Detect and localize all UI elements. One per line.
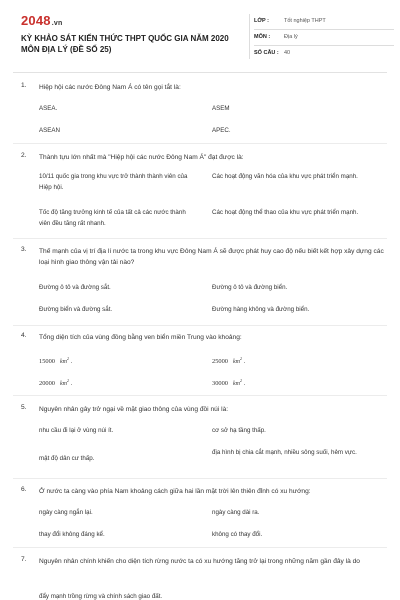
meta-value: Địa lý [284,34,298,40]
option-a[interactable]: đẩy mạnh trồng rừng và chính sách giao đất. [39,593,163,600]
unit-text: km [59,359,67,365]
meta-label: LỚP : [254,18,269,24]
option-b[interactable]: Đường ô tô và đường biển. [212,284,288,291]
option-b[interactable]: ASEM [212,105,230,112]
option-value: 25000 [212,358,228,365]
question-text: Nguyên nhân chính khiến cho diện tích rừng nước ta có xu hướng tăng trở lại trong những năm gần đây là do [39,558,360,565]
question-divider [13,325,387,326]
question-text: Thành tựu lớn nhất mà "Hiệp hội các nước Đông Nam Á" đạt được là: [39,154,244,161]
question-divider [13,478,387,479]
meta-row-class [254,14,394,30]
meta-value: 40 [284,50,291,56]
option-c[interactable]: ASEAN [39,127,60,134]
meta-row-subject [254,30,394,46]
option-b[interactable]: ngày càng dài ra. [212,509,260,516]
unit-text: km [232,381,240,387]
unit-text: km [232,359,240,365]
option-d[interactable]: địa hình bị chia cắt mạnh, nhiều sông suối, hẻm vực. [212,449,357,456]
meta-label: SỐ CÂU : [254,50,279,56]
question-number: 2. [21,152,27,159]
option-c[interactable]: Đường biển và đường sắt. [39,306,113,313]
logo-suffix: .vn [51,20,63,27]
option-c[interactable]: Tốc độ tăng trưởng kinh tế của tất cả các nước thành viên đều tăng rất nhanh. [39,209,186,227]
area-unit [59,378,69,387]
exam-meta [254,14,394,61]
question-text: Tổng diện tích của vùng đồng bằng ven biển miền Trung vào khoảng: [39,334,242,341]
unit-text: km [59,381,67,387]
option-c[interactable]: 20000 $km^2$ . [39,378,73,387]
option-value: 30000 [212,380,228,387]
option-a[interactable]: 15000 $km^2$ . [39,356,73,365]
site-logo[interactable] [21,13,62,28]
option-a[interactable]: ASEA. [39,105,58,112]
question-text: Ở nước ta càng vào phía Nam khoảng cách giữa hai lần mặt trời lên thiên đỉnh có xu hướng: [39,488,311,495]
option-a[interactable]: nhu cầu đi lại ở vùng núi ít. [39,427,114,434]
meta-row-count [254,46,394,61]
option-value: 15000 [39,358,55,365]
question-text: Hiệp hội các nước Đông Nam Á có tên gọi tắt là: [39,84,181,91]
exam-header [0,0,400,72]
option-b[interactable]: Các hoạt động văn hóa của khu vực phát triển mạnh. [212,173,358,180]
option-b[interactable]: 25000 $km^2$ . [212,356,246,365]
question-divider [13,547,387,548]
exam-title [21,33,241,55]
option-value: 20000 [39,380,55,387]
option-d[interactable]: không có thay đổi. [212,531,263,538]
unit-exponent: 2 [239,378,242,383]
option-d[interactable]: APEC. [212,127,231,134]
option-c[interactable]: thay đổi không đáng kể. [39,531,105,538]
option-a[interactable]: ngày càng ngắn lại. [39,509,93,516]
question-number: 1. [21,82,27,89]
exam-title-line-1: KỲ KHẢO SÁT KIẾN THỨC THPT QUỐC GIA NĂM 2020 [21,34,229,43]
question-text: Nguyên nhân gây trở ngại về mặt giao thông của vùng đồi núi là: [39,406,229,413]
option-d[interactable]: Đường hàng không và đường biển. [212,306,310,313]
meta-label: MÔN : [254,34,271,40]
option-d[interactable]: Các hoạt động thể thao của khu vực phát triển mạnh. [212,209,359,216]
exam-title-line-2: MÔN ĐỊA LÝ (ĐỀ SỐ 25) [21,45,112,54]
option-c[interactable]: mật độ dân cư thấp. [39,455,95,462]
area-unit [232,356,242,365]
unit-exponent: 2 [66,356,69,361]
meta-divider [249,14,250,59]
question-divider [13,395,387,396]
logo-text: 2048 [21,13,51,28]
question-number: 6. [21,486,27,493]
question-number: 4. [21,332,27,339]
question-number: 3. [21,246,27,253]
question-divider [13,238,387,239]
meta-value: Tốt nghiệp THPT [284,18,326,24]
question-number: 7. [21,556,27,563]
option-d[interactable]: 30000 $km^2$ . [212,378,246,387]
question-divider [13,143,387,144]
header-divider [13,72,387,73]
option-a[interactable]: Đường ô tô và đường sắt. [39,284,111,291]
area-unit [59,356,69,365]
unit-exponent: 2 [66,378,69,383]
area-unit [232,378,242,387]
option-a[interactable]: 10/11 quốc gia trong khu vực trở thành thành viên của Hiệp hội. [39,173,188,191]
option-b[interactable]: cơ sở hạ tầng thấp. [212,427,266,434]
question-text: Thế mạnh của vị trí địa lí nước ta trong khu vực Đông Nam Á sẽ được phát huy cao độ nếu biết kết hợp xây dựng các loại hình giao thông vận tải nào? [39,248,384,266]
unit-exponent: 2 [239,356,242,361]
question-number: 5. [21,404,27,411]
